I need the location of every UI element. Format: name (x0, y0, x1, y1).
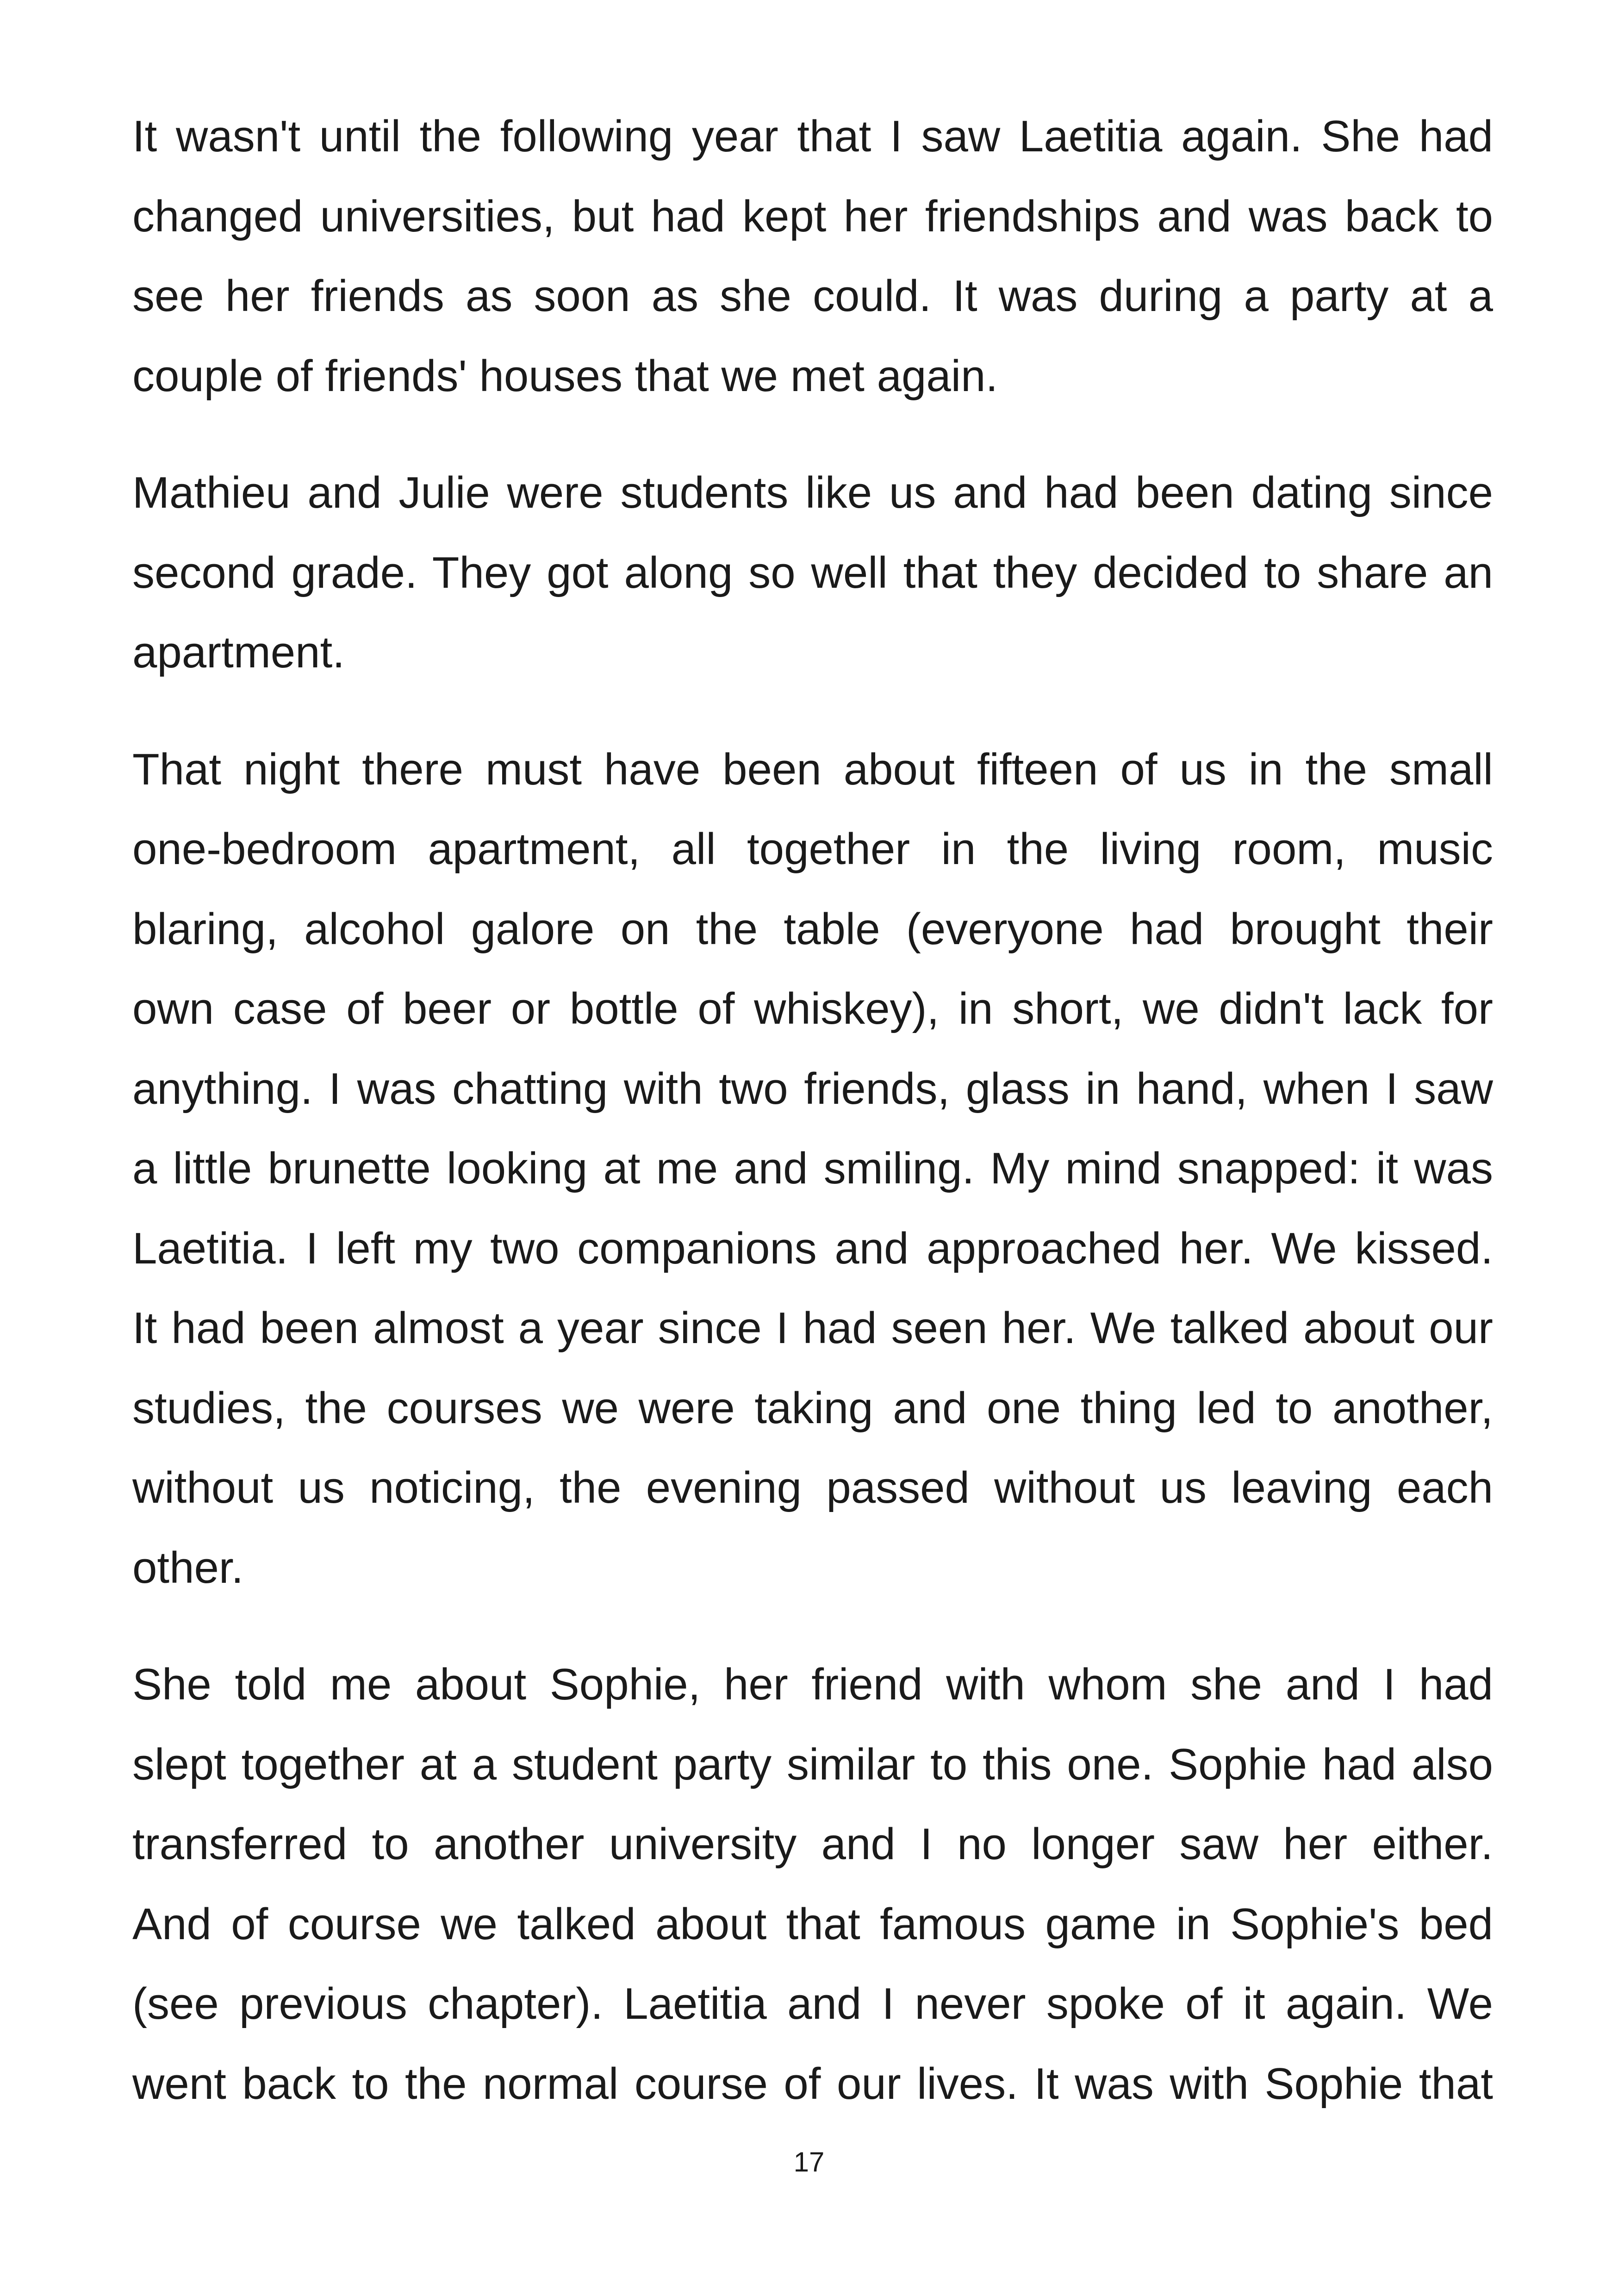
paragraph-3 (132, 730, 1493, 1608)
paragraph-2 (132, 453, 1493, 693)
text-line: other. (132, 1543, 244, 1593)
page-number: 17 (793, 2147, 825, 2178)
text-line: transferred to another university and I no longer saw her either. (132, 1819, 1493, 1869)
text-line: It had been almost a year since I had seen her. We talked about our (132, 1303, 1493, 1353)
text-line: one-bedroom apartment, all together in the living room, music (132, 824, 1493, 874)
paragraph-4 (132, 1645, 1493, 2124)
text-line: blaring, alcohol galore on the table (everyone had brought their (132, 904, 1493, 954)
text-line: (see previous chapter). Laetitia and I never spoke of it again. We (132, 1979, 1493, 2028)
text-line: apartment. (132, 628, 345, 677)
text-line: That night there must have been about fifteen of us in the small (132, 744, 1493, 794)
text-line: Laetitia. I left my two companions and approached her. We kissed. (132, 1223, 1493, 1273)
paragraph-1 (132, 97, 1493, 416)
text-line: anything. I was chatting with two friends, glass in hand, when I saw (132, 1064, 1493, 1114)
text-line: studies, the courses we were taking and one thing led to another, (132, 1383, 1493, 1433)
text-line: slept together at a student party similar to this one. Sophie had also (132, 1739, 1493, 1789)
text-line: Mathieu and Julie were students like us and had been dating since (132, 468, 1493, 517)
text-line: see her friends as soon as she could. It was during a party at a (132, 271, 1493, 321)
body-text (132, 97, 1493, 2161)
text-line: She told me about Sophie, her friend with whom she and I had (132, 1660, 1493, 1709)
text-line: changed universities, but had kept her friendships and was back to (132, 191, 1493, 241)
text-line: couple of friends' houses that we met again. (132, 351, 998, 401)
text-line: own case of beer or bottle of whiskey), in short, we didn't lack for (132, 984, 1493, 1033)
text-line: second grade. They got along so well that they decided to share an (132, 548, 1493, 597)
text-line: It wasn't until the following year that I saw Laetitia again. She had (132, 112, 1493, 161)
text-line: without us noticing, the evening passed without us leaving each (132, 1463, 1493, 1512)
text-line: And of course we talked about that famous game in Sophie's bed (132, 1899, 1493, 1949)
text-line: a little brunette looking at me and smiling. My mind snapped: it was (132, 1144, 1493, 1193)
text-line: went back to the normal course of our lives. It was with Sophie that (132, 2059, 1493, 2109)
